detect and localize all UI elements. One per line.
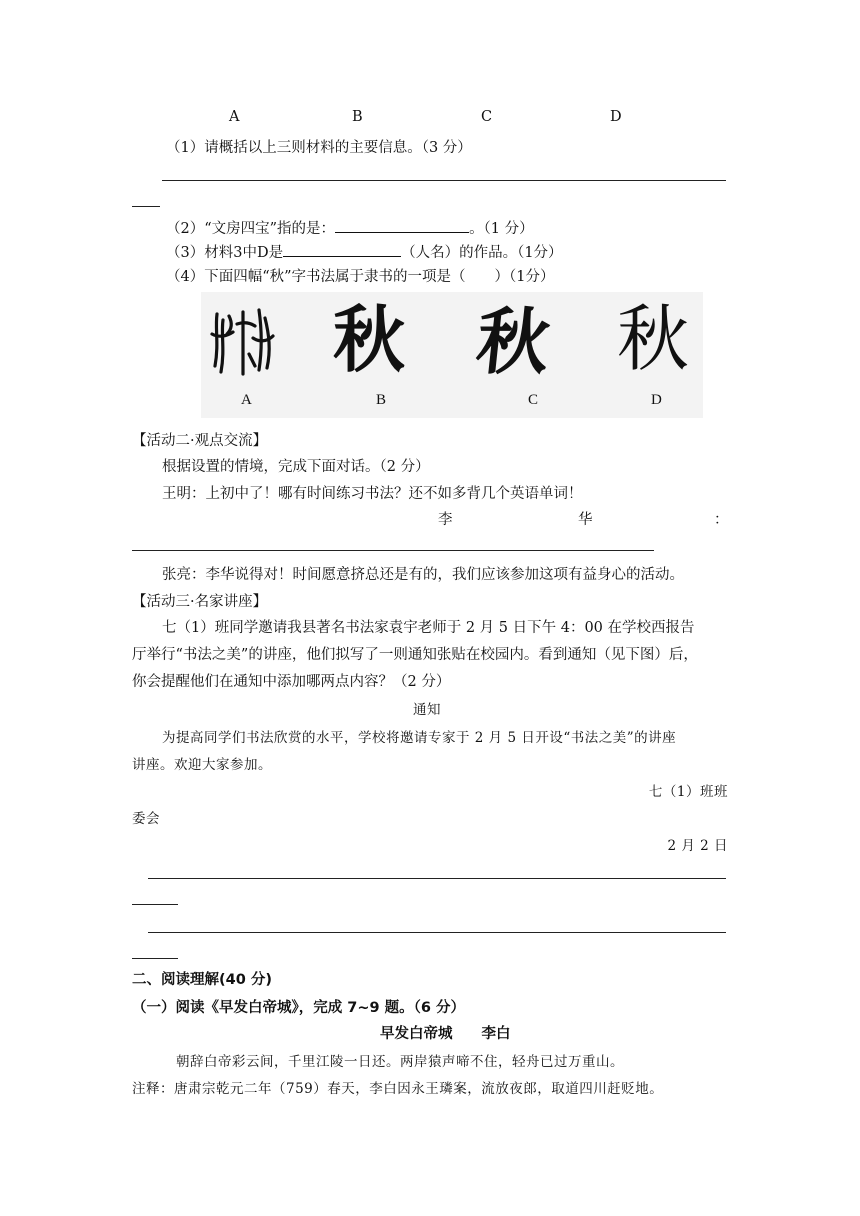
question-2-text: （2）“文房四宝”指的是： xyxy=(166,221,336,237)
option-b-label: B xyxy=(352,109,363,125)
seal-script-qiu-icon xyxy=(209,304,275,376)
calligraphy-image xyxy=(201,292,703,418)
notice-line-1: 为提高同学们书法欣赏的水平，学校将邀请专家于 2 月 5 日开设“书法之美”的讲座 xyxy=(162,730,677,746)
question-3-text: （3）材料3中D是 xyxy=(166,245,284,261)
question-1: （1）请概括以上三则材料的主要信息。（3 分） xyxy=(166,140,472,156)
option-c-label: C xyxy=(481,109,493,125)
callig-label-d: D xyxy=(651,392,662,408)
activity-3-title: 【活动三·名家讲座】 xyxy=(132,594,268,610)
answer-line-notice-2-cont[interactable] xyxy=(132,958,178,959)
activity-2-title: 【活动二·观点交流】 xyxy=(132,433,268,449)
calligraphy-b: 秋 xyxy=(333,297,406,382)
answer-line-notice-1-cont[interactable] xyxy=(132,904,178,905)
section-2-title: 二、阅读理解(40 分) xyxy=(132,972,272,988)
notice-title: 通知 xyxy=(413,702,441,718)
answer-line-notice-1[interactable] xyxy=(148,878,726,879)
answer-blank-q3[interactable] xyxy=(283,242,401,257)
poem-title: 早发白帝城 李白 xyxy=(380,1026,511,1042)
option-a-label: A xyxy=(229,109,240,125)
callig-label-c: C xyxy=(528,392,539,408)
calligraphy-d: 秋 xyxy=(617,300,690,380)
dialogue-lihua-colon: ： xyxy=(714,512,729,528)
callig-label-b: B xyxy=(376,392,387,408)
activity-3-para-line-1: 七（1）班同学邀请我县著名书法家袁宇老师于 2 月 5 日下午 4：00 在学校西报告 xyxy=(162,620,695,636)
dialogue-zhangliang: 张亮：李华说得对！时间愿意挤总还是有的，我们应该参加这项有益身心的活动。 xyxy=(162,567,684,583)
answer-line-lihua[interactable] xyxy=(132,550,654,551)
dialogue-lihua-char-2: 华 xyxy=(578,512,593,528)
notice-signature-cont: 委会 xyxy=(132,811,160,827)
activity-2-instruction: 根据设置的情境，完成下面对话。（2 分） xyxy=(162,459,430,475)
notice-line-2: 讲座。欢迎大家参加。 xyxy=(132,757,272,773)
notice-signature: 七（1）班班 xyxy=(648,784,728,800)
answer-blank-q2[interactable] xyxy=(335,218,469,233)
poem-note: 注释：唐肃宗乾元二年（759）春天，李白因永王璘案，流放夜郎，取道四川赶贬地。 xyxy=(132,1081,664,1097)
poem-text: 朝辞白帝彩云间，千里江陵一日还。两岸猿声啼不住，轻舟已过万重山。 xyxy=(176,1054,624,1070)
answer-line-notice-2[interactable] xyxy=(148,932,726,933)
calligraphy-c: 秋 xyxy=(472,300,554,384)
callig-label-a: A xyxy=(241,392,252,408)
activity-3-para-line-3: 你会提醒他们在通知中添加哪两点内容？（2 分） xyxy=(132,674,451,690)
question-2 xyxy=(166,217,534,238)
option-d-label: D xyxy=(610,109,622,125)
question-4: （4）下面四幅“秋”字书法属于隶书的一项是（ ）（1分） xyxy=(166,269,555,285)
notice-date: 2 月 2 日 xyxy=(667,838,728,854)
question-3-suffix: （人名）的作品。（1分） xyxy=(401,245,563,261)
question-2-suffix: 。（1 分） xyxy=(469,221,534,237)
dialogue-lihua-char-1: 李 xyxy=(438,512,453,528)
answer-line-q1-cont[interactable] xyxy=(132,206,160,207)
activity-3-para-line-2: 厅举行“书法之美”的讲座，他们拟写了一则通知张贴在校园内。看到通知（见下图）后， xyxy=(132,647,698,663)
answer-line-q1[interactable] xyxy=(162,180,726,181)
dialogue-wangming: 王明：上初中了！哪有时间练习书法？还不如多背几个英语单词！ xyxy=(162,486,583,502)
section-2-subtitle: （一）阅读《早发白帝城》，完成 7~9 题。（6 分） xyxy=(132,1000,466,1016)
question-3 xyxy=(166,241,563,262)
